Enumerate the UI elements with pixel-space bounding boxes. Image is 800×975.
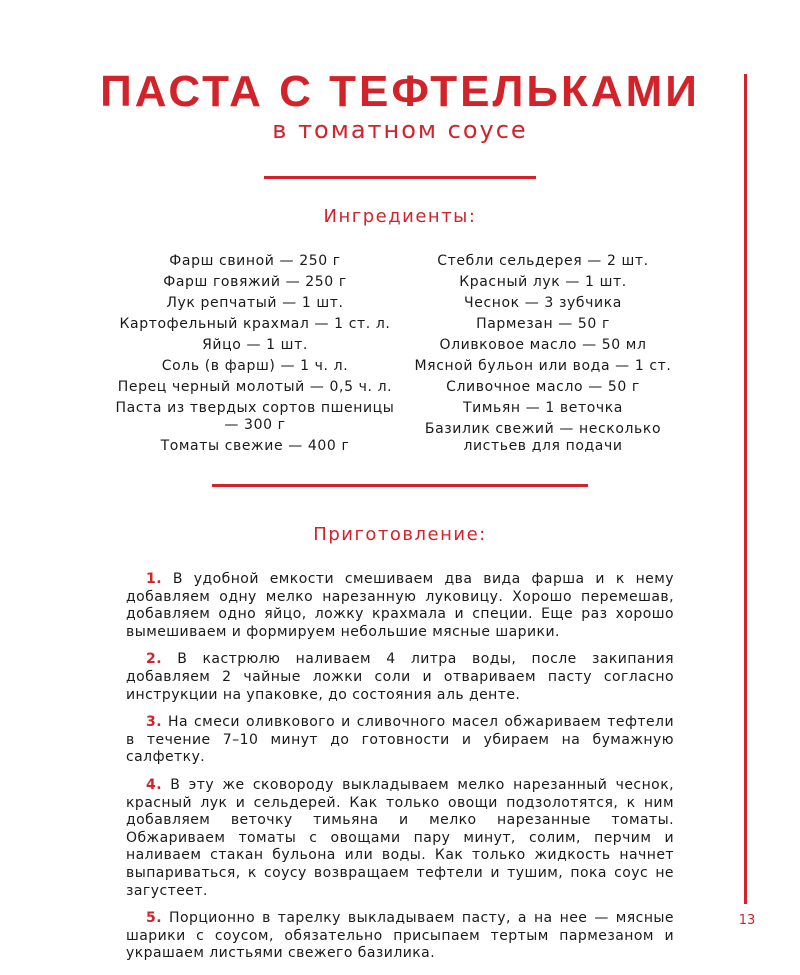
- ingredient-item: Перец черный молотый — 0,5 ч. л.: [117, 379, 393, 395]
- step-5: [126, 910, 674, 963]
- ingredient-item: Стебли сельдерея — 2 шт.: [437, 253, 649, 269]
- step-number: 5.: [146, 910, 162, 927]
- step-number: 3.: [146, 714, 162, 731]
- step-text: На смеси оливкового и сливочного масел обжариваем тефтели в течение 7–10 минут до готовности и убираем на бумажную салфетку.: [126, 714, 674, 766]
- ingredients-list-left: [110, 253, 400, 459]
- step-text: В удобной емкости смешиваем два вида фарша и к нему добавляем одну мелко нарезанную луковицу. Хорошо перемешав, добавляем одно яйцо, ложку крахмала и специи. Еще раз хорошо вымешиваем и формируем небольшие мясные шарики.: [126, 571, 674, 640]
- page-number: 13: [738, 913, 756, 928]
- recipe-subtitle: в томатном соусе: [272, 116, 528, 144]
- ingredient-item: Оливковое масло — 50 мл: [439, 337, 647, 353]
- ingredient-item: Красный лук — 1 шт.: [459, 274, 627, 290]
- step-number: 1.: [146, 571, 162, 587]
- preparation-heading: Приготовление:: [313, 524, 487, 545]
- ingredient-item: Соль (в фарш) — 1 ч. л.: [161, 358, 349, 374]
- recipe-title: ПАСТА С ТЕФТЕЛЬКАМИ: [100, 67, 700, 116]
- step-number: 4.: [146, 776, 162, 793]
- step-2: [126, 651, 674, 704]
- step-text: В кастрюлю наливаем 4 литра воды, после закипания добавляем 2 чайные ложки соли и отвариваем пасту согласно инструкции на упаковке, до состояния аль денте.: [126, 651, 675, 703]
- ingredient-item: Яйцо — 1 шт.: [202, 337, 308, 353]
- ingredient-item: Мясной бульон или вода — 1 ст.: [414, 358, 672, 374]
- step-3: [126, 714, 674, 767]
- title-divider: [264, 176, 536, 179]
- ingredient-item: Паста из твердых сортов пшеницы — 300 г: [115, 400, 395, 433]
- ingredient-item: Чеснок — 3 зубчика: [464, 295, 622, 311]
- step-4: [126, 777, 674, 900]
- ingredient-item: Фарш говяжий — 250 г: [163, 274, 347, 290]
- section-divider: [212, 484, 588, 487]
- ingredient-item: Картофельный крахмал — 1 ст. л.: [119, 316, 391, 332]
- ingredients-list-right: [398, 253, 688, 459]
- ingredient-item: Сливочное масло — 50 г: [446, 379, 640, 395]
- step-1: [126, 571, 674, 641]
- preparation-steps: [126, 571, 674, 973]
- ingredient-item: Тимьян — 1 веточка: [463, 400, 623, 416]
- step-text: В эту же сковороду выкладываем мелко нарезанный чеснок, красный лук и сельдерей. Как только овощи подзолотятся, к ним добавляем веточку тимьяна и мелко нарезанные томаты. Обжариваем томаты с овощами пару минут, солим, перчим и наливаем стакан бульона или воды. Как только жидкость начнет выпариваться, к соусу возвращаем тефтели и тушим, пока соус не загустеет.: [126, 776, 674, 899]
- step-text: Порционно в тарелку выкладываем пасту, а на нее — мясные шарики с соусом, обязательно присыпаем тертым пармезаном и украшаем листьями свежего базилика.: [126, 910, 674, 962]
- ingredient-item: Фарш свиной — 250 г: [169, 253, 341, 269]
- ingredient-item: Базилик свежий — несколько листьев для подачи: [424, 421, 662, 454]
- margin-rule: [744, 74, 747, 904]
- ingredients-heading: Ингредиенты:: [323, 206, 477, 227]
- step-number: 2.: [146, 651, 162, 668]
- ingredient-item: Лук репчатый — 1 шт.: [166, 295, 344, 311]
- ingredient-item: Пармезан — 50 г: [476, 316, 610, 332]
- ingredient-item: Томаты свежие — 400 г: [160, 438, 350, 454]
